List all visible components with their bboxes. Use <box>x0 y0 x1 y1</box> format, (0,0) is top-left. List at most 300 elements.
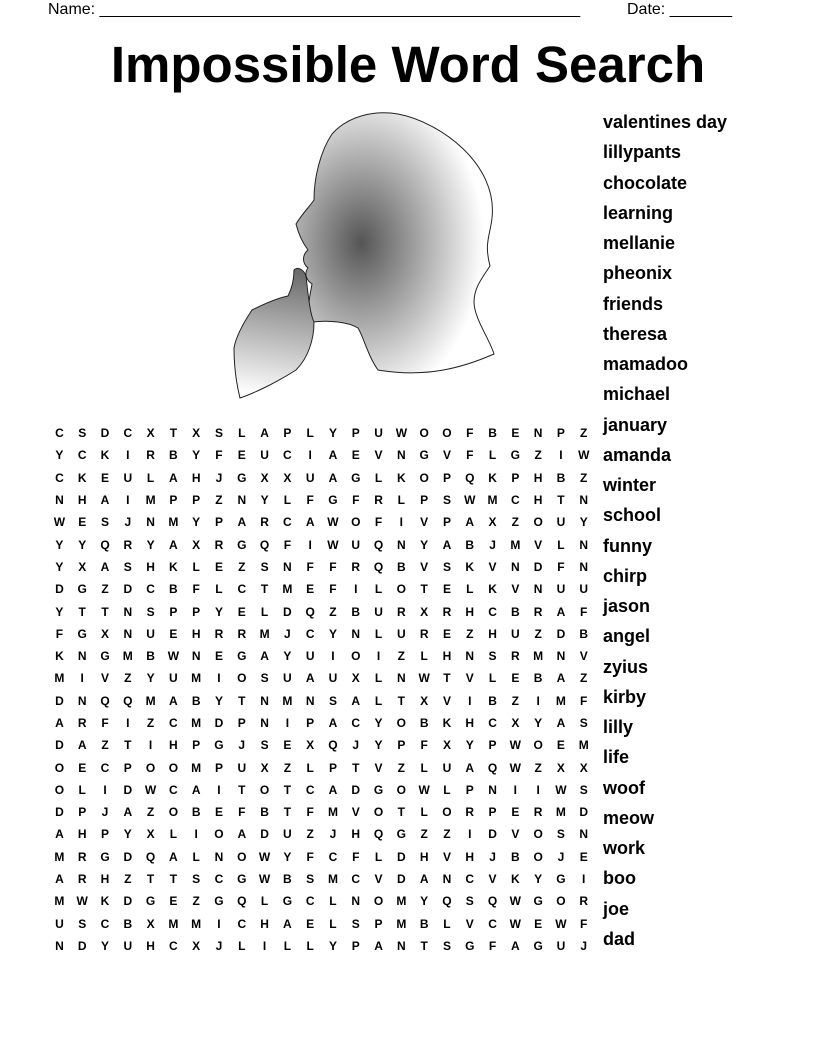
grid-letter: L <box>374 671 383 686</box>
grid-letter: Q <box>373 537 384 552</box>
word-list-item: meow <box>603 807 655 828</box>
grid-letter: V <box>420 559 429 574</box>
word-list-item: lilly <box>603 717 634 737</box>
grid-letter: O <box>168 760 179 775</box>
grid-letter: T <box>260 582 269 597</box>
grid-letter: R <box>533 805 543 820</box>
grid-letter: N <box>579 493 589 508</box>
grid-letter: X <box>283 470 292 485</box>
grid-letter: R <box>214 537 224 552</box>
grid-row <box>48 935 595 957</box>
grid-letter: E <box>306 916 315 931</box>
grid-letter: S <box>328 693 337 708</box>
word-list-item: learning <box>603 202 674 223</box>
grid-letter: J <box>284 626 291 641</box>
grid-letter: E <box>351 448 360 463</box>
grid-letter: Y <box>374 716 383 730</box>
grid-letter: D <box>533 559 543 574</box>
grid-letter: P <box>420 493 429 508</box>
grid-letter: D <box>556 626 566 641</box>
grid-letter: H <box>146 559 155 574</box>
grid-letter: G <box>214 738 224 753</box>
grid-letter: F <box>420 738 428 753</box>
grid-letter: F <box>306 493 314 508</box>
grid-letter: A <box>55 827 64 842</box>
grid-letter: D <box>488 827 497 842</box>
grid-letter: B <box>351 604 361 619</box>
grid-letter: Z <box>534 448 542 463</box>
grid-letter: P <box>465 782 474 797</box>
grid-letter: P <box>169 604 178 619</box>
grid-letter: M <box>282 693 293 708</box>
grid-letter: S <box>192 872 201 887</box>
grid-letter: P <box>488 738 497 753</box>
grid-letter: I <box>217 916 221 931</box>
grid-letter: B <box>488 693 497 708</box>
grid-letter: L <box>169 827 178 842</box>
grid-letter: O <box>259 782 270 797</box>
grid-letter: B <box>169 582 178 597</box>
grid-letter: M <box>555 805 566 820</box>
grid-letter: Y <box>374 738 383 753</box>
grid-letter: F <box>238 805 246 820</box>
word-list-item: funny <box>603 535 652 556</box>
grid-letter: G <box>419 448 429 463</box>
grid-letter: K <box>77 470 87 485</box>
grid-letter: Z <box>443 827 451 842</box>
grid-letter: B <box>260 805 269 820</box>
grid-letter: L <box>374 470 383 485</box>
grid-letter: Z <box>306 827 314 842</box>
grid-letter: P <box>78 805 87 820</box>
grid-letter: T <box>169 426 178 441</box>
grid-letter: J <box>215 470 223 485</box>
grid-letter: Q <box>373 559 384 574</box>
grid-letter: X <box>579 760 588 775</box>
word-list-item: chocolate <box>603 172 688 193</box>
grid-letter: Q <box>305 604 315 619</box>
grid-letter: J <box>124 515 132 530</box>
grid-letter: D <box>123 582 133 597</box>
grid-letter: V <box>488 872 497 887</box>
grid-letter: M <box>191 760 202 775</box>
grid-letter: E <box>78 515 87 530</box>
grid-letter: A <box>351 693 361 708</box>
grid-letter: H <box>351 827 361 842</box>
grid-letter: D <box>214 716 224 730</box>
grid-letter: B <box>511 604 520 619</box>
grid-letter: M <box>54 671 65 686</box>
grid-row <box>48 868 595 890</box>
grid-letter: I <box>103 782 107 797</box>
grid-letter: P <box>556 426 565 441</box>
grid-letter: F <box>374 515 383 530</box>
grid-letter: D <box>123 782 133 797</box>
grid-letter: O <box>145 760 156 775</box>
grid-letter: V <box>511 582 520 597</box>
grid-letter: V <box>511 827 520 842</box>
grid-letter: C <box>305 894 315 909</box>
grid-row <box>48 645 595 667</box>
grid-letter: R <box>465 805 475 820</box>
grid-letter: M <box>555 693 566 708</box>
grid-letter: S <box>146 604 155 619</box>
grid-letter: I <box>468 693 472 708</box>
grid-letter: A <box>442 537 452 552</box>
grid-letter: A <box>100 559 110 574</box>
grid-letter: P <box>442 470 451 485</box>
grid-letter: S <box>442 493 451 508</box>
grid-letter: S <box>556 827 565 842</box>
grid-letter: U <box>556 938 566 953</box>
grid-letter: I <box>536 782 540 797</box>
grid-letter: D <box>123 894 133 909</box>
grid-letter: V <box>579 649 588 664</box>
grid-letter: R <box>579 894 589 909</box>
grid-letter: Z <box>329 604 337 619</box>
grid-letter: R <box>442 604 452 619</box>
grid-letter: I <box>513 782 517 797</box>
grid-letter: I <box>468 827 472 842</box>
grid-letter: F <box>329 582 337 597</box>
grid-letter: L <box>192 559 200 574</box>
grid-letter: Z <box>192 894 200 909</box>
grid-letter: L <box>488 448 497 463</box>
grid-letter: D <box>579 805 589 820</box>
grid-letter: L <box>238 938 246 953</box>
grid-letter: H <box>191 626 201 641</box>
grid-letter: P <box>192 604 201 619</box>
grid-letter: A <box>419 872 429 887</box>
grid-letter: P <box>328 760 337 775</box>
grid-letter: A <box>169 849 178 864</box>
grid-letter: Y <box>123 827 132 842</box>
grid-letter: I <box>126 493 130 508</box>
grid-letter: M <box>533 649 544 664</box>
grid-letter: D <box>55 582 64 597</box>
grid-letter: G <box>533 938 543 953</box>
grid-letter: L <box>420 649 428 664</box>
grid-letter: W <box>395 426 408 441</box>
grid-letter: B <box>146 649 155 664</box>
grid-letter: D <box>55 693 64 708</box>
grid-letter: M <box>396 916 407 931</box>
grid-letter: T <box>557 493 565 508</box>
grid-letter: M <box>191 916 202 931</box>
grid-letter: A <box>305 671 315 686</box>
grid-letter: A <box>123 805 133 820</box>
grid-letter: K <box>169 559 178 574</box>
grid-letter: P <box>192 493 201 508</box>
grid-letter: S <box>351 916 360 931</box>
grid-letter: L <box>329 916 337 931</box>
grid-letter: X <box>556 760 565 775</box>
grid-letter: M <box>54 894 65 909</box>
grid-letter: N <box>260 716 269 730</box>
word-list-item: chirp <box>603 565 648 586</box>
grid-letter: X <box>260 470 269 485</box>
grid-letter: L <box>488 671 497 686</box>
grid-letter: H <box>488 626 497 641</box>
grid-letter: Y <box>328 426 337 441</box>
grid-letter: O <box>214 827 224 842</box>
grid-letter: F <box>580 604 588 619</box>
grid-letter: X <box>260 760 269 775</box>
grid-letter: N <box>283 559 292 574</box>
grid-letter: Z <box>283 760 292 775</box>
grid-letter: U <box>283 671 292 686</box>
grid-letter: B <box>419 916 429 931</box>
grid-letter: B <box>511 849 520 864</box>
grid-letter: E <box>511 805 520 820</box>
grid-letter: Z <box>580 470 588 485</box>
grid-letter: J <box>329 827 337 842</box>
grid-letter: N <box>511 559 520 574</box>
grid-letter: N <box>556 649 566 664</box>
grid-letter: Z <box>397 760 406 775</box>
grid-letter: F <box>192 582 200 597</box>
grid-letter: C <box>169 782 178 797</box>
grid-letter: A <box>328 448 338 463</box>
grid-letter: C <box>305 782 315 797</box>
grid-letter: W <box>418 782 430 797</box>
word-list-item: kirby <box>603 686 647 707</box>
grid-letter: G <box>396 827 407 842</box>
grid-letter: X <box>420 693 429 708</box>
grid-letter: Y <box>534 716 543 730</box>
grid-letter: X <box>146 827 155 842</box>
grid-letter: V <box>374 448 383 463</box>
grid-letter: O <box>533 515 543 530</box>
grid-letter: H <box>260 916 269 931</box>
grid-letter: Y <box>328 626 337 641</box>
grid-letter: M <box>145 693 156 708</box>
grid-letter: T <box>397 805 406 820</box>
grid-letter: D <box>397 849 406 864</box>
grid-row <box>48 712 595 734</box>
grid-letter: E <box>169 626 178 641</box>
grid-letter: U <box>237 760 247 775</box>
thinking-head-silhouette-icon <box>230 108 500 403</box>
grid-letter: D <box>100 426 110 441</box>
grid-letter: L <box>306 938 314 953</box>
grid-letter: L <box>260 894 269 909</box>
grid-letter: W <box>258 872 271 887</box>
grid-letter: D <box>55 805 64 820</box>
grid-letter: Z <box>534 760 542 775</box>
grid-letter: Q <box>259 537 270 552</box>
grid-letter: Y <box>55 537 64 552</box>
grid-letter: G <box>77 582 87 597</box>
grid-letter: Y <box>214 604 223 619</box>
grid-letter: A <box>283 916 292 931</box>
grid-row <box>48 578 595 600</box>
grid-letter: N <box>351 894 361 909</box>
grid-letter: P <box>511 470 520 485</box>
grid-letter: X <box>146 426 155 441</box>
grid-letter: I <box>194 827 198 842</box>
grid-letter: T <box>78 604 86 619</box>
word-list-item: valentines day <box>603 112 728 132</box>
grid-letter: I <box>262 938 267 953</box>
grid-letter: A <box>55 716 64 730</box>
grid-letter: C <box>55 426 64 441</box>
grid-letter: G <box>237 537 247 552</box>
grid-letter: E <box>214 559 223 574</box>
grid-letter: Y <box>146 537 155 552</box>
grid-letter: P <box>192 738 201 753</box>
grid-letter: K <box>488 470 497 485</box>
grid-letter: Z <box>511 515 519 530</box>
grid-letter: H <box>419 849 429 864</box>
grid-letter: I <box>308 448 312 463</box>
grid-letter: N <box>397 448 406 463</box>
grid-letter: U <box>374 426 383 441</box>
grid-letter: Y <box>192 448 201 463</box>
grid-letter: D <box>77 938 87 953</box>
grid-letter: V <box>442 693 451 708</box>
grid-letter: G <box>100 849 110 864</box>
grid-letter: E <box>237 604 246 619</box>
grid-letter: N <box>397 938 406 953</box>
grid-letter: O <box>533 827 543 842</box>
grid-letter: B <box>488 426 497 441</box>
grid-letter: K <box>511 872 520 887</box>
grid-letter: U <box>556 515 566 530</box>
grid-letter: C <box>55 470 64 485</box>
grid-letter: M <box>282 582 293 597</box>
word-list-item: theresa <box>603 323 668 344</box>
head-shape <box>296 113 494 373</box>
grid-letter: R <box>397 604 406 619</box>
grid-letter: Y <box>55 448 64 463</box>
word-list-item: friends <box>603 293 664 314</box>
grid-letter: U <box>260 448 269 463</box>
grid-letter: F <box>215 448 223 463</box>
grid-letter: L <box>420 760 428 775</box>
grid-letter: F <box>466 448 474 463</box>
grid-letter: C <box>351 716 361 730</box>
grid-letter: N <box>55 493 64 508</box>
grid-letter: J <box>557 849 565 864</box>
grid-letter: O <box>54 760 65 775</box>
grid-letter: W <box>144 782 157 797</box>
grid-letter: Y <box>465 738 474 753</box>
grid-letter: Y <box>534 872 543 887</box>
grid-letter: Z <box>580 671 588 686</box>
grid-letter: U <box>579 582 589 597</box>
grid-letter: U <box>556 582 566 597</box>
grid-letter: W <box>327 515 339 530</box>
grid-letter: L <box>146 470 155 485</box>
grid-letter: C <box>328 849 338 864</box>
grid-letter: N <box>123 604 133 619</box>
grid-letter: S <box>214 426 223 441</box>
grid-letter: J <box>215 938 223 953</box>
grid-letter: S <box>442 559 451 574</box>
grid-letter: O <box>533 738 543 753</box>
grid-letter: C <box>237 916 247 931</box>
grid-letter: C <box>305 626 315 641</box>
date-field-label: Date: _______ <box>627 1 732 18</box>
grid-letter: J <box>101 805 109 820</box>
grid-letter: V <box>351 805 360 820</box>
grid-letter: X <box>146 916 155 931</box>
grid-letter: X <box>192 537 201 552</box>
grid-letter: W <box>258 849 271 864</box>
grid-letter: J <box>489 849 496 864</box>
grid-letter: W <box>418 671 430 686</box>
grid-letter: Z <box>238 559 246 574</box>
grid-letter: N <box>191 649 201 664</box>
grid-letter: Q <box>487 760 498 775</box>
grid-letter: A <box>260 426 269 441</box>
grid-letter: P <box>100 827 109 842</box>
grid-letter: L <box>466 582 474 597</box>
grid-letter: M <box>327 805 338 820</box>
grid-letter: C <box>123 426 133 441</box>
grid-letter: U <box>305 470 315 485</box>
grid-letter: P <box>488 805 497 820</box>
grid-letter: C <box>169 938 178 953</box>
grid-letter: B <box>123 916 133 931</box>
grid-letter: Q <box>100 693 110 708</box>
grid-letter: L <box>374 693 383 708</box>
grid-letter: T <box>169 872 178 887</box>
grid-row <box>48 511 595 533</box>
grid-letter: E <box>579 849 588 864</box>
grid-letter: F <box>352 849 360 864</box>
grid-letter: C <box>100 760 110 775</box>
grid-row <box>48 444 595 466</box>
grid-letter: J <box>352 738 360 753</box>
grid-letter: P <box>306 716 315 730</box>
grid-letter: W <box>555 916 567 931</box>
grid-letter: N <box>123 626 133 641</box>
grid-letter: J <box>489 537 496 552</box>
grid-letter: W <box>509 760 521 775</box>
grid-letter: X <box>100 626 109 641</box>
grid-letter: D <box>351 782 361 797</box>
grid-letter: A <box>237 515 247 530</box>
grid-letter: C <box>100 916 110 931</box>
word-list-item: woof <box>603 777 645 798</box>
grid-letter: X <box>511 716 520 730</box>
grid-letter: G <box>373 782 384 797</box>
grid-letter: P <box>442 515 451 530</box>
grid-letter: E <box>556 738 565 753</box>
grid-letter: L <box>192 849 200 864</box>
grid-letter: O <box>442 426 452 441</box>
grid-letter: G <box>533 894 543 909</box>
grid-letter: I <box>285 716 290 730</box>
grid-letter: B <box>465 537 475 552</box>
grid-letter: R <box>374 493 383 508</box>
grid-letter: H <box>533 470 543 485</box>
grid-letter: E <box>511 671 520 686</box>
grid-letter: D <box>283 604 292 619</box>
grid-letter: T <box>443 671 451 686</box>
grid-letter: O <box>237 849 247 864</box>
word-list-item: michael <box>603 384 671 405</box>
grid-letter: T <box>124 738 132 753</box>
grid-letter: I <box>399 515 404 530</box>
grid-letter: F <box>580 916 588 931</box>
grid-letter: E <box>442 626 451 641</box>
grid-letter: V <box>420 515 429 530</box>
grid-letter: A <box>191 782 201 797</box>
grid-letter: A <box>328 470 338 485</box>
